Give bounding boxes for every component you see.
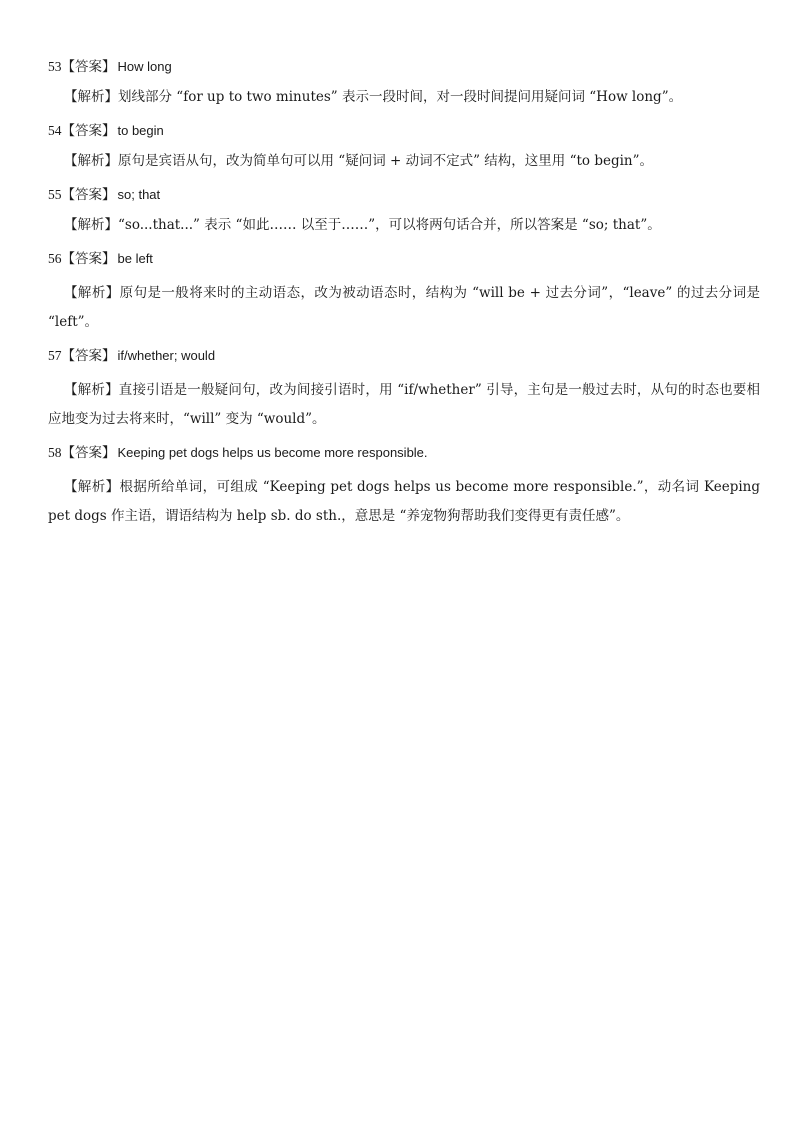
question-number: 53 — [48, 59, 62, 74]
question-number: 56 — [48, 251, 62, 266]
analysis-text: 划线部分 “for up to two minutes” 表示一段时间，对一段时间提问用疑问词 “How long”。 — [118, 89, 683, 105]
analysis-text: 直接引语是一般疑问句，改为间接引语时，用 “if/whether” 引导，主句是一般过去时，从句的时态也要相应地变为过去将来时，“will” 变为 “would”。 — [48, 382, 760, 427]
answer-line — [48, 56, 760, 77]
question-56 — [48, 248, 760, 337]
analysis-tag: 【解析】 — [64, 479, 120, 495]
answer-line — [48, 248, 760, 269]
analysis-paragraph — [48, 473, 760, 531]
question-55 — [48, 184, 760, 236]
analysis-paragraph — [48, 376, 760, 434]
analysis-tag: 【解析】 — [64, 153, 118, 169]
answer-text: if/whether; would — [117, 348, 216, 363]
question-57 — [48, 345, 760, 434]
answer-line — [48, 442, 760, 463]
analysis-tag: 【解析】 — [64, 217, 118, 233]
answer-tag: 【答案】 — [61, 251, 116, 267]
question-number: 58 — [48, 445, 62, 460]
answer-tag: 【答案】 — [61, 445, 116, 461]
answer-tag: 【答案】 — [61, 123, 116, 139]
answer-text: How long — [117, 59, 172, 74]
answer-text: be left — [117, 251, 153, 266]
analysis-tag: 【解析】 — [64, 382, 119, 398]
analysis-paragraph — [48, 151, 760, 172]
analysis-text: 根据所给单词，可组成 “Keeping pet dogs helps us become more responsible.”，动名词 Keeping pet dogs 作主语，谓语结构为 help sb. do sth.，意思是 “养宠物狗帮助我们变得更有责任感”。 — [48, 479, 761, 524]
question-58 — [48, 442, 760, 531]
analysis-paragraph — [48, 87, 760, 108]
answer-tag: 【答案】 — [61, 59, 116, 75]
analysis-paragraph — [48, 215, 760, 236]
analysis-text: 原句是宾语从句，改为简单句可以用 “疑问词 + 动词不定式” 结构，这里用 “to begin”。 — [118, 153, 654, 169]
analysis-tag: 【解析】 — [64, 89, 118, 105]
answer-key-content — [48, 56, 760, 539]
answer-text: so; that — [117, 187, 161, 202]
answer-text: to begin — [117, 123, 164, 138]
analysis-paragraph — [48, 279, 760, 337]
analysis-tag: 【解析】 — [64, 285, 120, 301]
question-number: 55 — [48, 187, 62, 202]
answer-tag: 【答案】 — [61, 187, 116, 203]
answer-tag: 【答案】 — [61, 348, 116, 364]
question-53 — [48, 56, 760, 108]
analysis-text: 原句是一般将来时的主动语态，改为被动语态时，结构为 “will be + 过去分词”，“leave” 的过去分词是 “left”。 — [48, 285, 761, 330]
answer-line — [48, 120, 760, 141]
question-number: 57 — [48, 348, 62, 363]
question-number: 54 — [48, 123, 62, 138]
analysis-text: “so...that...” 表示 “如此…… 以至于……”，可以将两句话合并，所以答案是 “so; that”。 — [118, 217, 661, 233]
question-54 — [48, 120, 760, 172]
answer-line — [48, 345, 760, 366]
answer-text: Keeping pet dogs helps us become more responsible. — [117, 445, 428, 460]
answer-line — [48, 184, 760, 205]
